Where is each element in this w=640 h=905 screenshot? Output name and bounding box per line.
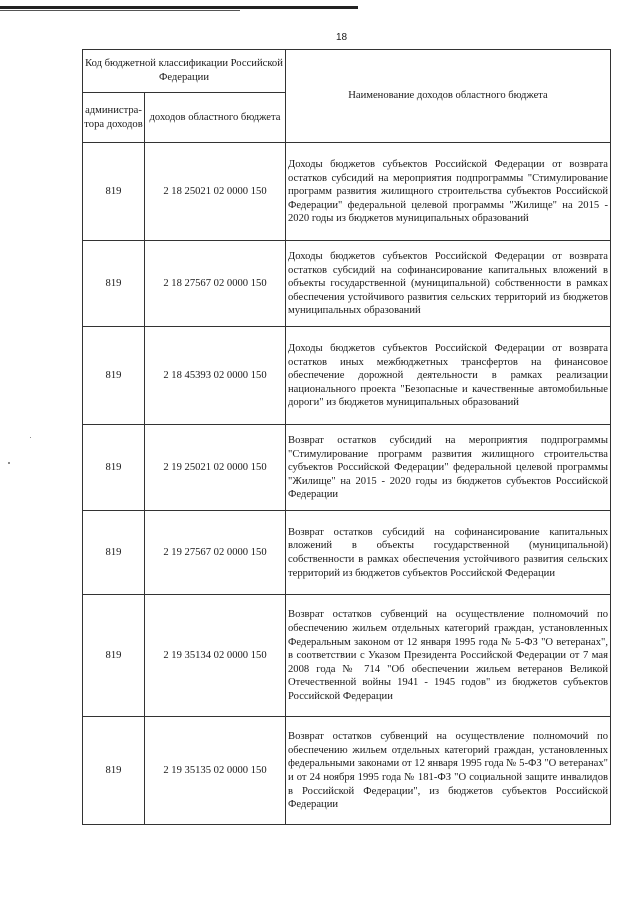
- header-admin-code: администра-тора доходов: [83, 93, 145, 143]
- admin-code-cell: 819: [83, 595, 145, 717]
- table-row: [83, 717, 611, 825]
- table-row: [83, 595, 611, 717]
- table-row: [83, 241, 611, 327]
- income-code-cell: 2 18 25021 02 0000 150: [145, 143, 286, 241]
- income-code-cell: 2 18 45393 02 0000 150: [145, 327, 286, 425]
- header-classification-code: Код бюджетной классификации Российской Федерации: [83, 50, 286, 93]
- income-name-cell: Возврат остатков субвенций на осуществление полномочий по обеспечению жильем отдельных категорий граждан, установленных федеральными законами от 12 января 1995 года № 5-ФЗ "О ветеранах" и от 24 ноября 1995 года № 181-ФЗ "О социальной защите инвалидов в Российской Федерации", из бюджетов субъектов Российской Федерации: [286, 717, 611, 825]
- income-code-cell: 2 19 35134 02 0000 150: [145, 595, 286, 717]
- scan-speck: [30, 437, 31, 438]
- income-name-cell: Возврат остатков субсидий на мероприятия подпрограммы "Стимулирование программ развития жилищного строительства субъектов Российской Федерации" федеральной целевой программы "Жилище" на 2015 - 2020 годы из бюджетов субъектов Российской Федерации: [286, 425, 611, 511]
- table-row: [83, 327, 611, 425]
- admin-code-cell: 819: [83, 511, 145, 595]
- admin-code-cell: 819: [83, 717, 145, 825]
- scan-speck: [8, 462, 10, 464]
- income-code-cell: 2 19 35135 02 0000 150: [145, 717, 286, 825]
- table-row: [83, 511, 611, 595]
- table-header-row: [83, 50, 611, 93]
- income-code-cell: 2 18 27567 02 0000 150: [145, 241, 286, 327]
- admin-code-cell: 819: [83, 327, 145, 425]
- page-number: 18: [336, 32, 348, 43]
- income-name-cell: Доходы бюджетов субъектов Российской Федерации от возврата остатков субсидий на софинансирование капитальных вложений в объекты государственной (муниципальной) собственности в рамках обеспечения устойчивого развития сельских территорий из бюджетов муниципальных образований: [286, 241, 611, 327]
- table-row: [83, 143, 611, 241]
- header-income-code: доходов областного бюджета: [145, 93, 286, 143]
- income-name-cell: Доходы бюджетов субъектов Российской Федерации от возврата остатков субсидий на мероприятия подпрограммы "Стимулирование программ развития жилищного строительства субъектов Российской Федерации" федеральной целевой программы "Жилище" на 2015 - 2020 годы из бюджетов муниципальных образований: [286, 143, 611, 241]
- top-scan-rule-thin: [0, 10, 240, 11]
- table-row: [83, 425, 611, 511]
- admin-code-cell: 819: [83, 143, 145, 241]
- budget-classification-table: [82, 49, 611, 825]
- top-scan-rule: [0, 6, 358, 9]
- income-code-cell: 2 19 25021 02 0000 150: [145, 425, 286, 511]
- admin-code-cell: 819: [83, 425, 145, 511]
- income-name-cell: Доходы бюджетов субъектов Российской Федерации от возврата остатков иных межбюджетных трансфертов на финансовое обеспечение дорожной деятельности в рамках реализации национального проекта "Безопасные и качественные автомобильные дороги" из бюджетов муниципальных образований: [286, 327, 611, 425]
- admin-code-cell: 819: [83, 241, 145, 327]
- income-name-cell: Возврат остатков субвенций на осуществление полномочий по обеспечению жильем отдельных категорий граждан, установленных Федеральным законом от 12 января 1995 года № 5-ФЗ "О ветеранах", в соответствии с Указом Президента Российской Федерации от 7 мая 2008 года № 714 "Об обеспечении жильем ветеранов Великой Отечественной войны 1941 - 1945 годов" из бюджетов субъектов Российской Федерации: [286, 595, 611, 717]
- income-name-cell: Возврат остатков субсидий на софинансирование капитальных вложений в объекты государственной (муниципальной) собственности в рамках обеспечения устойчивого развития сельских территорий из бюджетов субъектов Российской Федерации: [286, 511, 611, 595]
- income-code-cell: 2 19 27567 02 0000 150: [145, 511, 286, 595]
- header-income-name: Наименование доходов областного бюджета: [286, 50, 611, 143]
